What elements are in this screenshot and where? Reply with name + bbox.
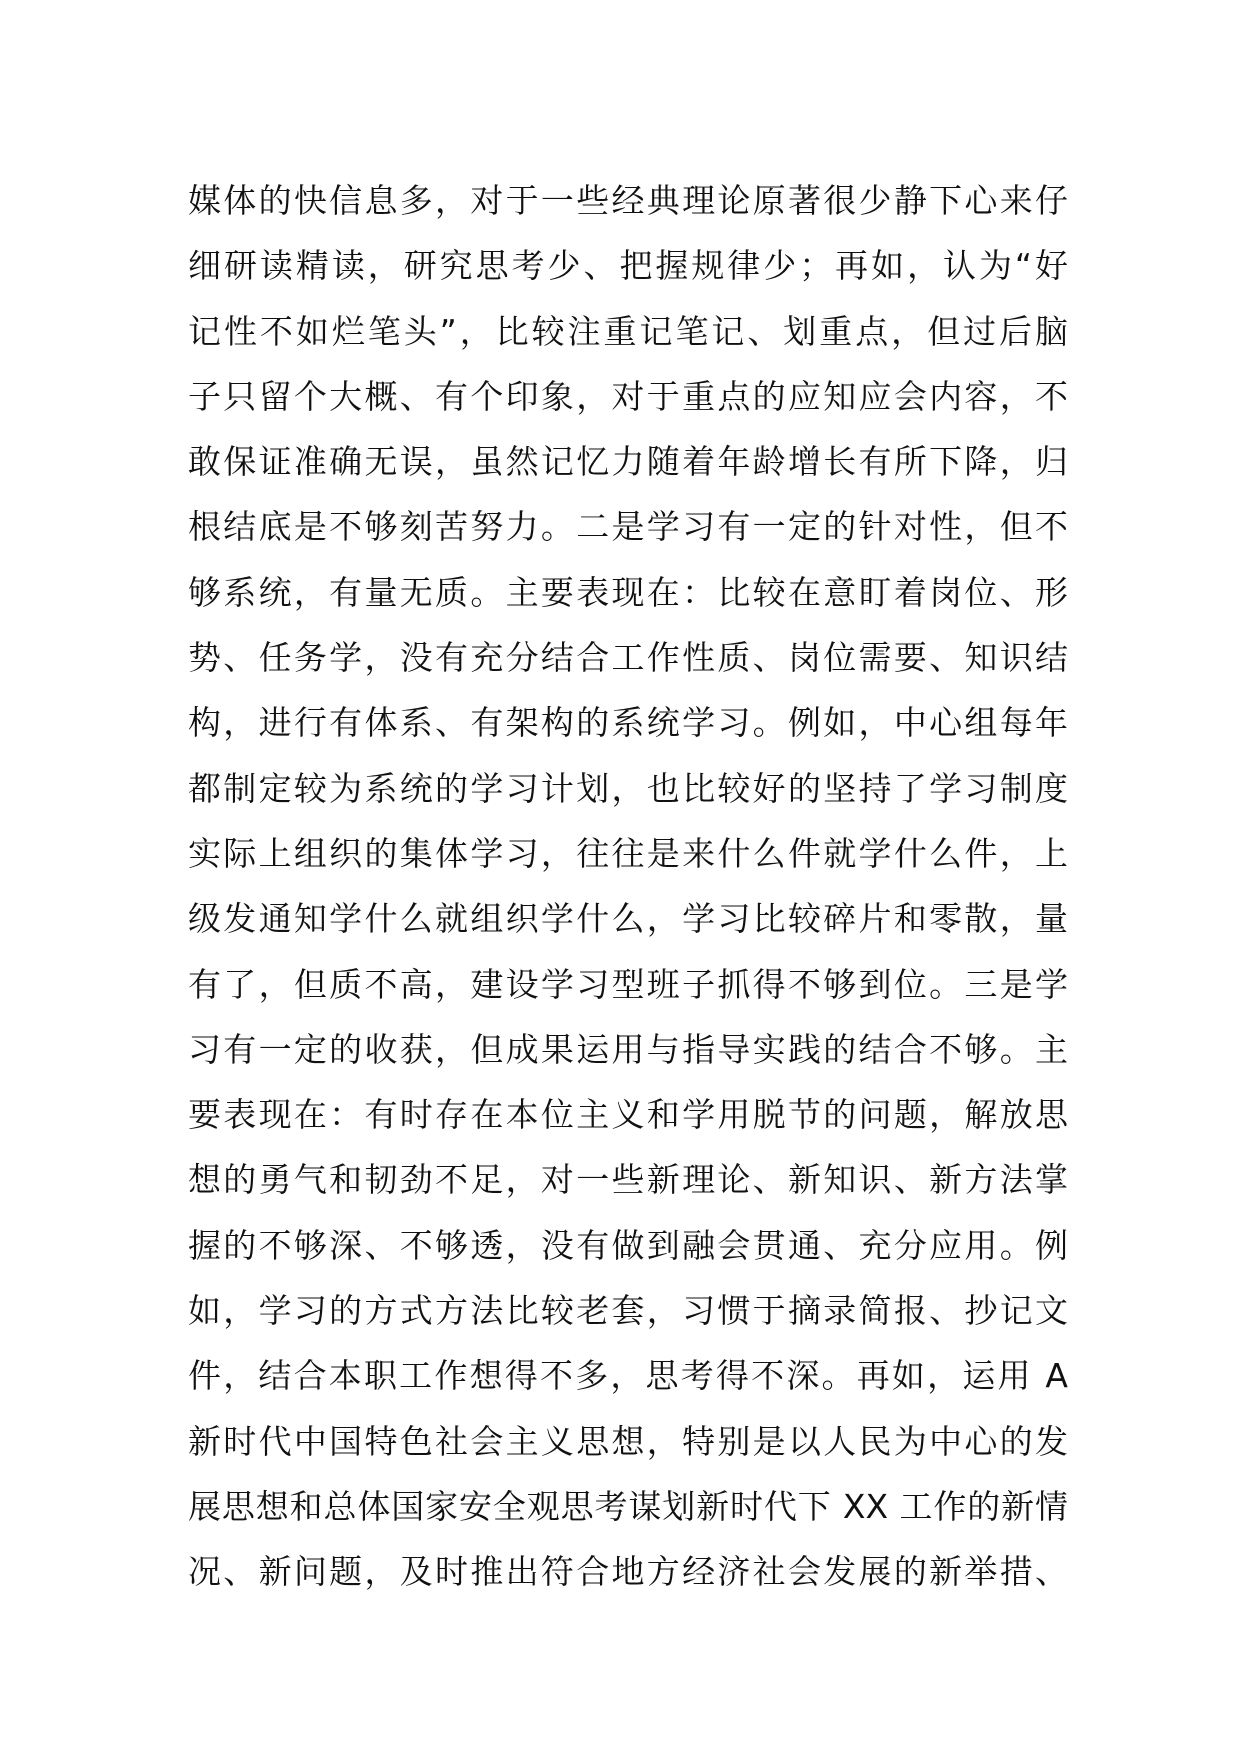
text-line: 媒体的快信息多，对于一些经典理论原著很少静下心来仔 bbox=[188, 181, 1068, 220]
text-line: 都制定较为系统的学习计划，也比较好的坚持了学习制度 bbox=[188, 768, 1068, 808]
text-line: 如，学习的方式方法比较老套，习惯于摘录简报、抄记文 bbox=[188, 1291, 1068, 1331]
text-line: 敢保证准确无误，虽然记忆力随着年龄增长有所下降，归 bbox=[188, 442, 1068, 482]
text-line: 况、新问题，及时推出符合地方经济社会发展的新举措、 bbox=[188, 1552, 1068, 1592]
text-line: 展思想和总体国家安全观思考谋划新时代下 XX 工作的新情 bbox=[188, 1486, 1068, 1526]
body-text bbox=[188, 168, 1068, 1605]
text-line: 记性不如烂笔头”，比较注重记笔记、划重点，但过后脑 bbox=[188, 311, 1068, 351]
text-line: 根结底是不够刻苦努力。二是学习有一定的针对性，但不 bbox=[188, 507, 1068, 547]
text-line: 有了，但质不高，建设学习型班子抓得不够到位。三是学 bbox=[188, 964, 1068, 1004]
text-line: 件，结合本职工作想得不多，思考得不深。再如，运用 A bbox=[188, 1356, 1068, 1396]
text-line: 要表现在：有时存在本位主义和学用脱节的问题，解放思 bbox=[188, 1095, 1068, 1135]
text-line: 细研读精读，研究思考少、把握规律少；再如，认为“好 bbox=[188, 246, 1068, 286]
text-line: 想的勇气和韧劲不足，对一些新理论、新知识、新方法掌 bbox=[188, 1160, 1068, 1200]
text-line: 子只留个大概、有个印象，对于重点的应知应会内容，不 bbox=[188, 376, 1068, 416]
text-line: 够系统，有量无质。主要表现在：比较在意盯着岗位、形 bbox=[188, 572, 1068, 612]
text-line: 握的不够深、不够透，没有做到融会贯通、充分应用。例 bbox=[188, 1225, 1068, 1265]
text-line: 新时代中国特色社会主义思想，特别是以人民为中心的发 bbox=[188, 1421, 1068, 1461]
text-line: 构，进行有体系、有架构的系统学习。例如，中心组每年 bbox=[188, 703, 1068, 743]
text-line: 实际上组织的集体学习，往往是来什么件就学什么件，上 bbox=[188, 833, 1068, 873]
text-line: 势、任务学，没有充分结合工作性质、岗位需要、知识结 bbox=[188, 638, 1068, 678]
text-line: 习有一定的收获，但成果运用与指导实践的结合不够。主 bbox=[188, 1029, 1068, 1069]
text-line: 级发通知学什么就组织学什么，学习比较碎片和零散，量 bbox=[188, 899, 1068, 939]
